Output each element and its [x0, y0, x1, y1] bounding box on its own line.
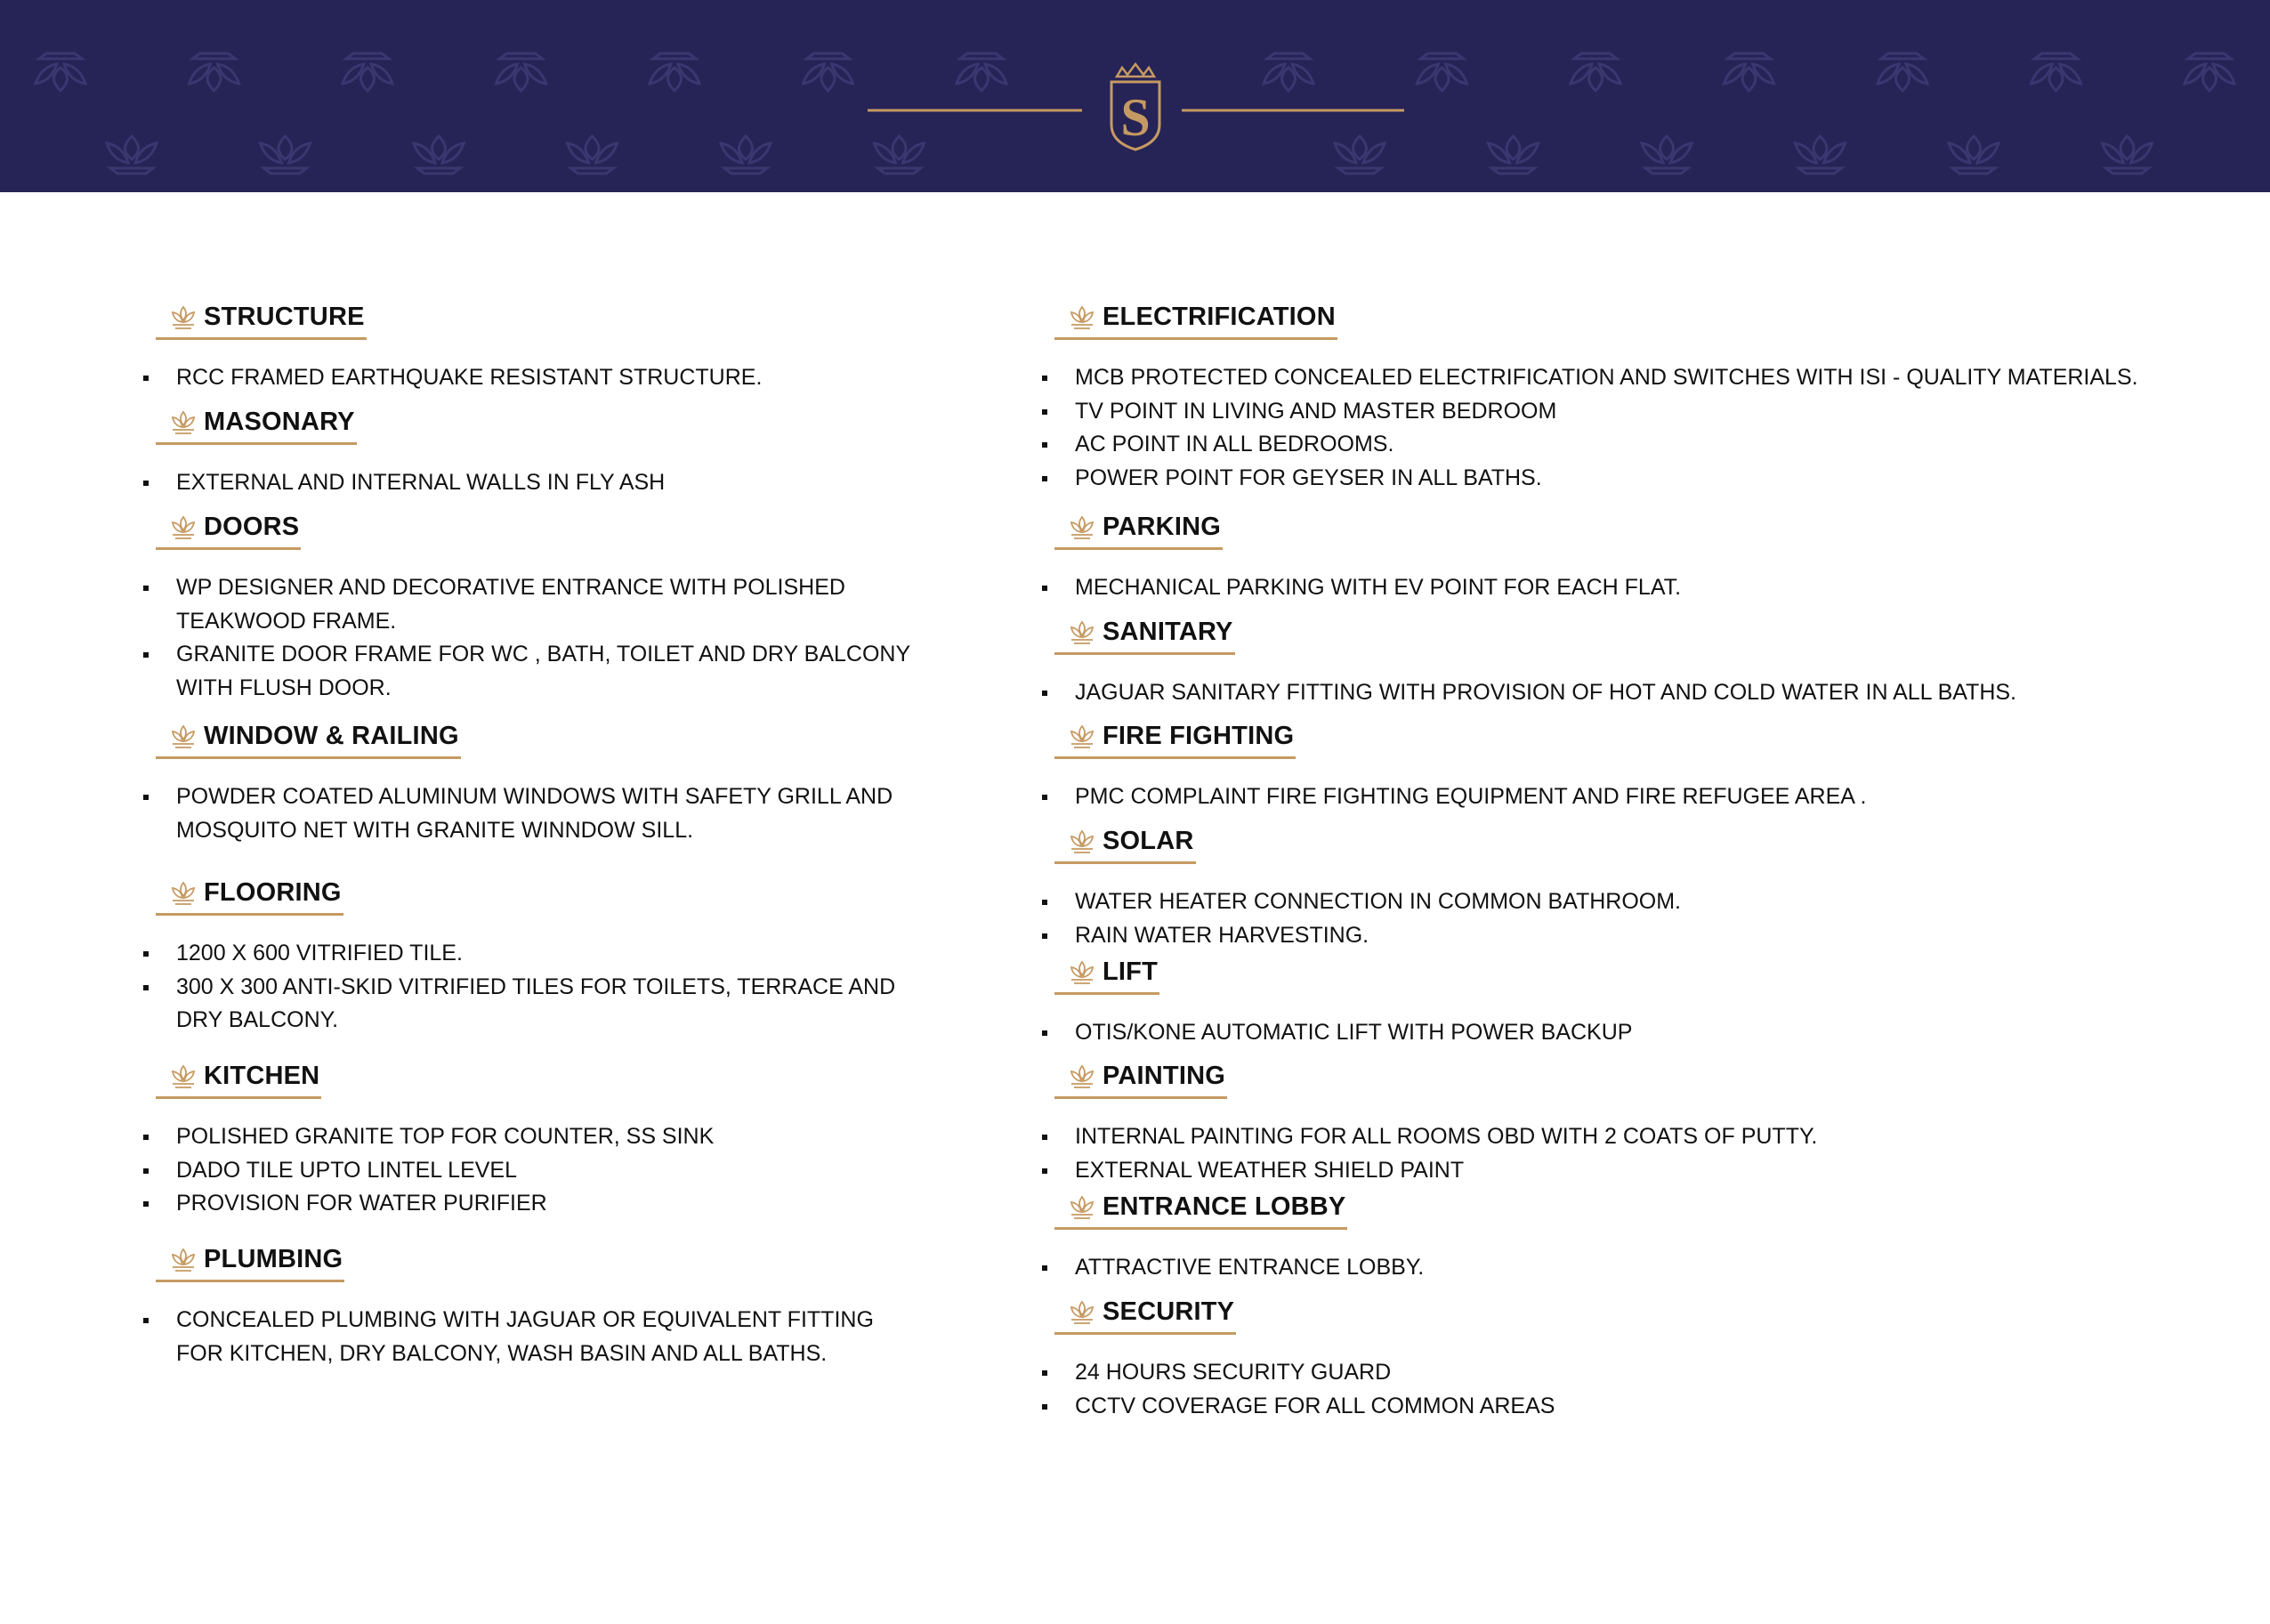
section-heading-masonary: [156, 408, 357, 445]
section-title: LIFT: [1103, 957, 1159, 986]
spec-list: [1039, 361, 2196, 495]
section-heading-structure: [156, 303, 367, 340]
section-flooring: [141, 878, 915, 1038]
lotus-icon: [170, 724, 197, 749]
brand-logo: [0, 0, 2270, 192]
section-heading-fire-fighting: [1054, 722, 1296, 759]
lotus-icon: [170, 515, 197, 540]
section-heading-solar: [1054, 827, 1196, 864]
spec-item: RCC FRAMED EARTHQUAKE RESISTANT STRUCTURE.: [141, 361, 915, 395]
section-heading-window-railing: [156, 722, 461, 759]
header-banner: [0, 0, 2270, 192]
spec-list: [1039, 571, 2196, 605]
section-heading-lift: [1054, 957, 1159, 995]
section-heading-entrance-lobby: [1054, 1192, 1347, 1230]
spec-item: 300 X 300 ANTI-SKID VITRIFIED TILES FOR TOILETS, TERRACE AND DRY BALCONY.: [141, 971, 915, 1038]
spec-list: [141, 571, 915, 705]
lotus-icon: [1069, 960, 1095, 985]
section-title: PLUMBING: [204, 1245, 343, 1273]
section-lift: [1039, 957, 2196, 1050]
spec-item: PROVISION FOR WATER PURIFIER: [141, 1187, 915, 1221]
spec-list: [1039, 1251, 2196, 1285]
section-kitchen: [141, 1062, 915, 1221]
section-heading-kitchen: [156, 1062, 321, 1099]
lotus-icon: [1069, 1064, 1095, 1089]
spec-item: WATER HEATER CONNECTION IN COMMON BATHROOM.: [1039, 885, 2196, 919]
section-title: SECURITY: [1103, 1297, 1235, 1326]
spec-item: 24 HOURS SECURITY GUARD: [1039, 1356, 2196, 1390]
spec-item: MCB PROTECTED CONCEALED ELECTRIFICATION AND SWITCHES WITH ISI - QUALITY MATERIALS.: [1039, 361, 2196, 395]
lotus-icon: [170, 410, 197, 435]
spec-item: EXTERNAL WEATHER SHIELD PAINT: [1039, 1154, 2196, 1188]
section-title: PAINTING: [1103, 1062, 1226, 1090]
spec-list: [1039, 1356, 2196, 1423]
spec-item: MECHANICAL PARKING WITH EV POINT FOR EACH FLAT.: [1039, 571, 2196, 605]
section-heading-sanitary: [1054, 618, 1235, 655]
section-heading-painting: [1054, 1062, 1227, 1099]
section-heading-doors: [156, 513, 301, 550]
section-title: FLOORING: [204, 878, 342, 907]
spec-item: PMC COMPLAINT FIRE FIGHTING EQUIPMENT AND FIRE REFUGEE AREA .: [1039, 780, 2196, 814]
spec-item: GRANITE DOOR FRAME FOR WC , BATH, TOILET AND DRY BALCONY WITH FLUSH DOOR.: [141, 638, 915, 705]
section-parking: [1039, 513, 2196, 605]
section-title: SOLAR: [1103, 827, 1194, 855]
section-fire-fighting: [1039, 722, 2196, 814]
spec-item: POLISHED GRANITE TOP FOR COUNTER, SS SINK: [141, 1120, 915, 1154]
section-title: KITCHEN: [204, 1062, 320, 1090]
section-title: STRUCTURE: [204, 303, 365, 331]
section-structure: [141, 303, 915, 395]
spec-item: WP DESIGNER AND DECORATIVE ENTRANCE WITH POLISHED TEAKWOOD FRAME.: [141, 571, 915, 638]
lotus-icon: [1069, 829, 1095, 854]
spec-list: [141, 361, 915, 395]
spec-list: [141, 1304, 915, 1370]
spec-list: [1039, 1120, 2196, 1187]
section-title: SANITARY: [1103, 618, 1233, 646]
spec-item: CCTV COVERAGE FOR ALL COMMON AREAS: [1039, 1390, 2196, 1424]
spec-list: [1039, 1016, 2196, 1050]
spec-list: [141, 466, 915, 500]
lotus-icon: [170, 1064, 197, 1089]
section-masonary: [141, 408, 915, 500]
spec-item: JAGUAR SANITARY FITTING WITH PROVISION OF HOT AND COLD WATER IN ALL BATHS.: [1039, 676, 2196, 710]
section-electrification: [1039, 303, 2196, 495]
section-doors: [141, 513, 915, 705]
section-title: DOORS: [204, 513, 300, 541]
spec-list: [141, 1120, 915, 1221]
section-title: WINDOW & RAILING: [204, 722, 459, 750]
lotus-icon: [1069, 305, 1095, 330]
lotus-icon: [1069, 724, 1095, 749]
section-plumbing: [141, 1245, 915, 1370]
spec-item: INTERNAL PAINTING FOR ALL ROOMS OBD WITH 2 COATS OF PUTTY.: [1039, 1120, 2196, 1154]
section-sanitary: [1039, 618, 2196, 710]
section-heading-plumbing: [156, 1245, 344, 1282]
spec-item: AC POINT IN ALL BEDROOMS.: [1039, 428, 2196, 462]
spec-list: [1039, 676, 2196, 710]
spec-item: CONCEALED PLUMBING WITH JAGUAR OR EQUIVALENT FITTING FOR KITCHEN, DRY BALCONY, WASH BASIN AND ALL BATHS.: [141, 1304, 915, 1370]
section-heading-flooring: [156, 878, 343, 916]
lotus-icon: [170, 305, 197, 330]
section-title: FIRE FIGHTING: [1103, 722, 1295, 750]
crown-icon: [1117, 64, 1154, 77]
lotus-icon: [170, 881, 197, 906]
section-heading-electrification: [1054, 303, 1337, 340]
spec-item: RAIN WATER HARVESTING.: [1039, 919, 2196, 953]
spec-item: OTIS/KONE AUTOMATIC LIFT WITH POWER BACKUP: [1039, 1016, 2196, 1050]
section-solar: [1039, 827, 2196, 952]
section-title: ENTRANCE LOBBY: [1103, 1192, 1346, 1221]
lotus-icon: [1069, 620, 1095, 645]
section-security: [1039, 1297, 2196, 1423]
spec-item: 1200 X 600 VITRIFIED TILE.: [141, 937, 915, 971]
spec-item: POWER POINT FOR GEYSER IN ALL BATHS.: [1039, 462, 2196, 496]
lotus-icon: [170, 1248, 197, 1273]
logo-letter: S: [1120, 88, 1151, 147]
section-heading-security: [1054, 1297, 1236, 1335]
spec-list: [141, 780, 915, 847]
lotus-icon: [1069, 515, 1095, 540]
spec-item: TV POINT IN LIVING AND MASTER BEDROOM: [1039, 395, 2196, 429]
lotus-icon: [1069, 1195, 1095, 1220]
spec-list: [1039, 780, 2196, 814]
section-title: PARKING: [1103, 513, 1221, 541]
spec-item: POWDER COATED ALUMINUM WINDOWS WITH SAFETY GRILL AND MOSQUITO NET WITH GRANITE WINNDOW SILL.: [141, 780, 915, 847]
section-title: ELECTRIFICATION: [1103, 303, 1336, 331]
spec-item: DADO TILE UPTO LINTEL LEVEL: [141, 1154, 915, 1188]
spec-item: EXTERNAL AND INTERNAL WALLS IN FLY ASH: [141, 466, 915, 500]
spec-list: [141, 937, 915, 1038]
spec-list: [1039, 885, 2196, 952]
section-heading-parking: [1054, 513, 1223, 550]
spec-item: ATTRACTIVE ENTRANCE LOBBY.: [1039, 1251, 2196, 1285]
section-entrance-lobby: [1039, 1192, 2196, 1285]
section-title: MASONARY: [204, 408, 355, 436]
section-painting: [1039, 1062, 2196, 1187]
section-window-railing: [141, 722, 915, 847]
lotus-icon: [1069, 1300, 1095, 1325]
